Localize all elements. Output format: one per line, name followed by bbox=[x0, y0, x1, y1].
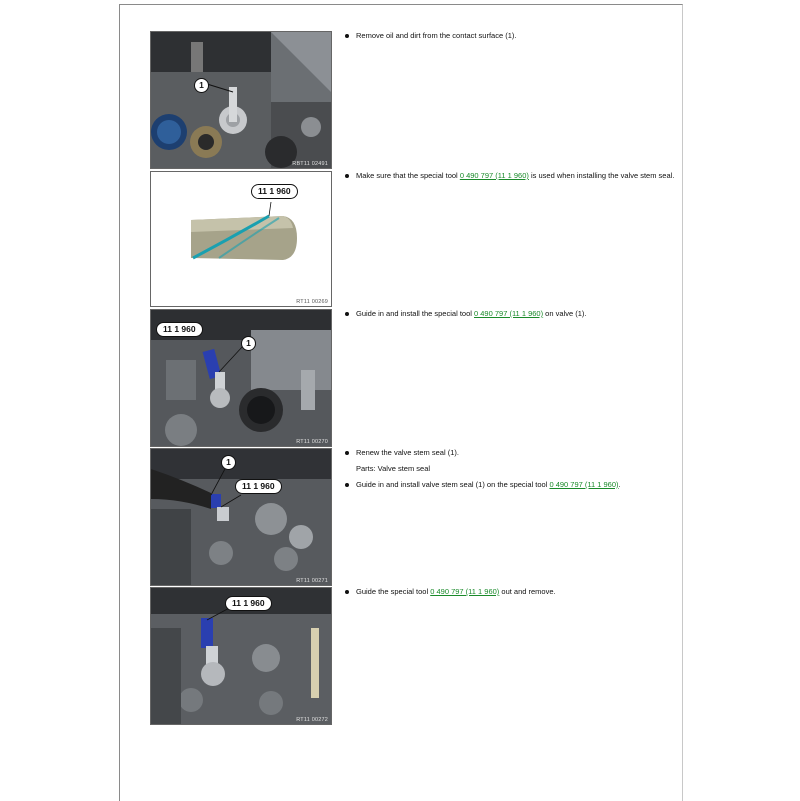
instruction-text: Remove oil and dirt from the contact surface (1). bbox=[356, 31, 517, 40]
tool-link[interactable]: 0 490 797 (11 1 960) bbox=[459, 171, 529, 180]
instruction-bullet bbox=[344, 31, 684, 41]
manual-page bbox=[119, 4, 683, 801]
special-tool-drawing bbox=[151, 172, 331, 306]
callout-tool-number: 11 1 960 bbox=[235, 479, 282, 494]
callout-number: 1 bbox=[221, 455, 236, 470]
tool-link[interactable]: 0 490 797 (11 1 960) bbox=[549, 480, 619, 489]
step-5-text bbox=[344, 587, 684, 603]
step-1-text bbox=[344, 31, 684, 47]
tool-link[interactable]: 0 490 797 (11 1 960) bbox=[430, 587, 500, 596]
instruction-text: Guide in and install valve stem seal (1) on the special tool bbox=[356, 480, 550, 489]
instruction-text: Guide the special tool bbox=[356, 587, 431, 596]
figure-reference: RBT11 02491 bbox=[292, 161, 328, 167]
engine-photo-1 bbox=[151, 32, 331, 168]
engine-photo-4 bbox=[151, 449, 331, 585]
callout-tool-number: 11 1 960 bbox=[251, 184, 298, 199]
step-4-text bbox=[344, 448, 684, 496]
instruction-text: Renew the valve stem seal (1). bbox=[356, 448, 459, 457]
figure-reference: RT11 00271 bbox=[296, 578, 328, 584]
parts-line bbox=[344, 464, 684, 474]
figure-reference: RT11 00272 bbox=[296, 717, 328, 723]
figure-2 bbox=[150, 171, 332, 307]
callout-number: 1 bbox=[194, 78, 209, 93]
figure-5 bbox=[150, 587, 332, 725]
figure-3 bbox=[150, 309, 332, 447]
parts-text: Parts: Valve stem seal bbox=[356, 464, 431, 473]
tool-link[interactable]: 0 490 797 (11 1 960) bbox=[474, 309, 544, 318]
instruction-text: on valve (1). bbox=[543, 309, 587, 318]
callout-number: 1 bbox=[241, 336, 256, 351]
instruction-bullet bbox=[344, 448, 684, 458]
instruction-bullet bbox=[344, 587, 684, 597]
instruction-text: . bbox=[618, 480, 621, 489]
figure-4 bbox=[150, 448, 332, 586]
figure-1 bbox=[150, 31, 332, 169]
step-2-text bbox=[344, 171, 684, 187]
instruction-bullet bbox=[344, 171, 684, 181]
callout-tool-number: 11 1 960 bbox=[156, 322, 203, 337]
instruction-text: Guide in and install the special tool bbox=[356, 309, 474, 318]
instruction-bullet bbox=[344, 480, 684, 490]
instruction-text: is used when installing the valve stem seal. bbox=[528, 171, 675, 180]
figure-reference: RT11 00269 bbox=[296, 299, 328, 305]
callout-tool-number: 11 1 960 bbox=[225, 596, 272, 611]
instruction-bullet bbox=[344, 309, 684, 319]
instruction-text: Make sure that the special tool bbox=[356, 171, 460, 180]
figure-reference: RT11 00270 bbox=[296, 439, 328, 445]
step-3-text bbox=[344, 309, 684, 325]
instruction-text: out and remove. bbox=[499, 587, 556, 596]
